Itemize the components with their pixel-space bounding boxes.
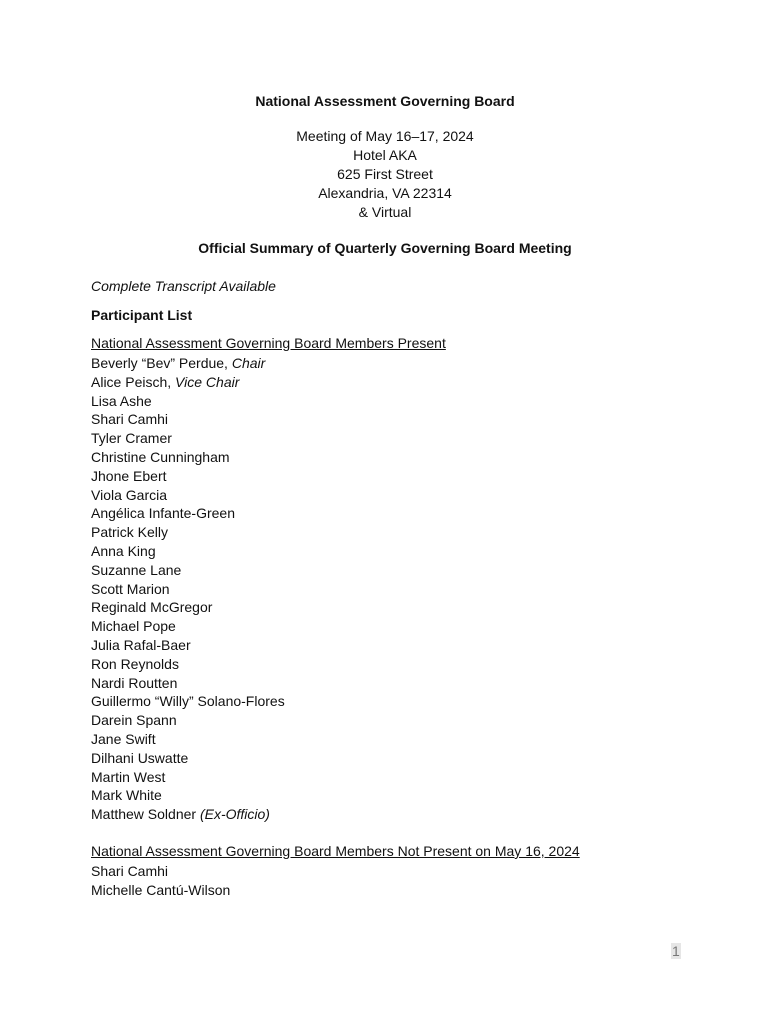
members-absent-heading: National Assessment Governing Board Members Not Present on May 16, 2024	[91, 843, 580, 859]
member-name: Jane Swift	[91, 730, 156, 747]
member-list-item	[91, 692, 285, 711]
member-list-item	[91, 354, 285, 373]
meeting-dates: Meeting of May 16–17, 2024	[296, 128, 474, 144]
member-role: (Ex-Officio)	[199, 806, 270, 823]
member-name: Alice Peisch,	[91, 373, 176, 390]
member-list-item	[91, 392, 285, 411]
member-name: Christine Cunningham	[91, 448, 230, 465]
member-list-item	[91, 373, 285, 392]
member-name: Mark White	[91, 787, 162, 804]
member-name: Reginald McGregor	[91, 599, 213, 616]
member-name: Martin West	[91, 768, 166, 785]
member-name: Viola Garcia	[91, 486, 168, 503]
member-name: Shari Camhi	[91, 411, 169, 428]
participant-list-heading: Participant List	[91, 307, 193, 323]
member-list-item	[91, 768, 285, 787]
member-name: Ron Reynolds	[91, 655, 179, 672]
member-name: Matthew Soldner	[91, 806, 200, 823]
member-list-item	[91, 561, 285, 580]
member-name: Patrick Kelly	[91, 524, 169, 541]
member-name: Tyler Cramer	[91, 430, 172, 447]
member-name: Anna King	[91, 542, 156, 559]
member-list-item	[91, 580, 285, 599]
member-list-item	[91, 542, 285, 561]
member-list-item	[91, 448, 285, 467]
page-number: 1	[672, 943, 680, 959]
member-list-item	[91, 636, 285, 655]
member-list-item	[91, 805, 285, 824]
member-list-item	[91, 749, 285, 768]
member-name: Julia Rafal-Baer	[91, 636, 191, 653]
absent-member-item: Michelle Cantú-Wilson	[91, 881, 231, 898]
members-present-list	[91, 354, 285, 824]
member-name: Dilhani Uswatte	[91, 749, 189, 766]
member-list-item	[91, 674, 285, 693]
member-list-item	[91, 598, 285, 617]
summary-title: Official Summary of Quarterly Governing Board Meeting	[198, 240, 572, 256]
member-list-item	[91, 410, 285, 429]
member-role: Vice Chair	[175, 373, 240, 390]
meeting-venue: Hotel AKA	[353, 147, 417, 163]
member-name: Michael Pope	[91, 618, 176, 635]
member-list-item	[91, 523, 285, 542]
member-list-item	[91, 786, 285, 805]
meeting-city: Alexandria, VA 22314	[318, 185, 452, 201]
meeting-street: 625 First Street	[337, 166, 433, 182]
member-list-item	[91, 711, 285, 730]
member-name: Beverly “Bev” Perdue,	[91, 355, 232, 371]
member-name: Nardi Routten	[91, 674, 178, 691]
member-name: Darein Spann	[91, 712, 177, 729]
member-list-item	[91, 730, 285, 749]
member-list-item	[91, 429, 285, 448]
member-name: Lisa Ashe	[91, 392, 152, 409]
member-list-item	[91, 504, 285, 523]
transcript-note: Complete Transcript Available	[91, 278, 276, 294]
member-name: Guillermo “Willy” Solano-Flores	[91, 693, 285, 710]
member-list-item	[91, 486, 285, 505]
meeting-virtual: & Virtual	[358, 204, 412, 220]
member-name: Suzanne Lane	[91, 561, 182, 578]
member-list-item	[91, 617, 285, 636]
member-list-item	[91, 655, 285, 674]
member-list-item	[91, 467, 285, 486]
member-name: Scott Marion	[91, 580, 170, 597]
organization-title: National Assessment Governing Board	[255, 93, 515, 109]
meeting-header	[0, 127, 770, 222]
absent-member-item: Shari Camhi	[91, 863, 169, 879]
member-name: Jhone Ebert	[91, 467, 167, 484]
member-name: Angélica Infante-Green	[91, 505, 235, 522]
member-role: Chair	[231, 355, 266, 371]
members-absent-list	[91, 862, 230, 900]
members-present-heading: National Assessment Governing Board Members Present	[91, 335, 446, 351]
